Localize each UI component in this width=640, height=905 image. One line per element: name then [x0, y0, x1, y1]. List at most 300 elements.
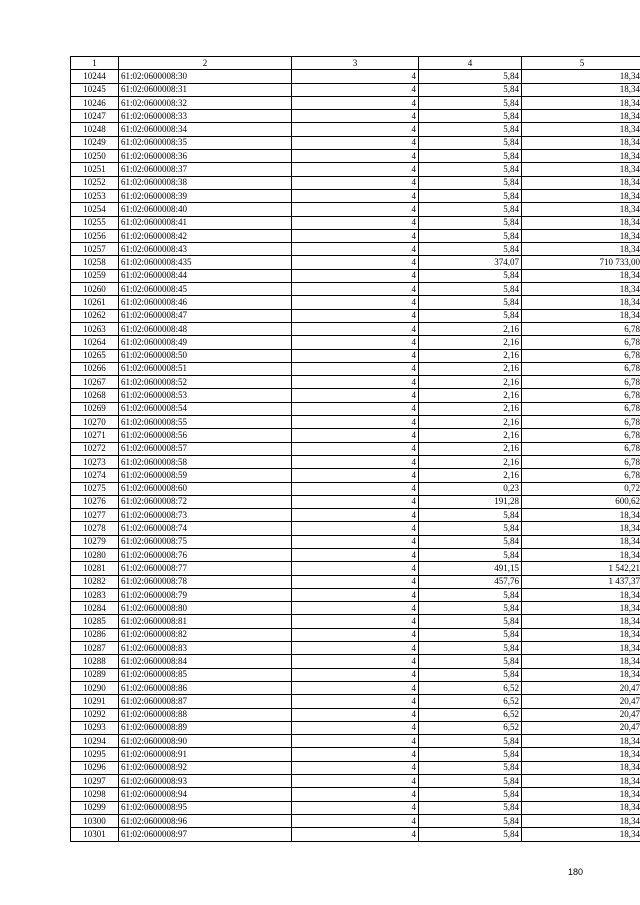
table-cell-col-4: 6,52 — [419, 681, 522, 694]
table-cell-col-2: 61:02:0600008:37 — [119, 163, 292, 176]
table-cell-col-2: 61:02:0600008:44 — [119, 269, 292, 282]
table-cell-col-5: 18,34 — [522, 748, 640, 761]
table-cell-col-2: 61:02:0600008:52 — [119, 376, 292, 389]
table-cell-col-4: 5,84 — [419, 229, 522, 242]
data-table — [70, 56, 640, 842]
table-cell-col-1: 10276 — [71, 495, 119, 508]
table-cell-col-3: 4 — [292, 509, 419, 522]
table-cell-col-4: 5,84 — [419, 216, 522, 229]
table-cell-col-4: 491,15 — [419, 562, 522, 575]
table-cell-col-2: 61:02:0600008:48 — [119, 322, 292, 335]
table-cell-col-5: 18,34 — [522, 828, 640, 841]
table-cell-col-4: 5,84 — [419, 296, 522, 309]
table-cell-col-1: 10249 — [71, 136, 119, 149]
table-row — [71, 775, 640, 788]
table-cell-col-4: 5,84 — [419, 775, 522, 788]
table-cell-col-1: 10261 — [71, 296, 119, 309]
table-row — [71, 761, 640, 774]
table-cell-col-1: 10259 — [71, 269, 119, 282]
table-cell-col-2: 61:02:0600008:54 — [119, 402, 292, 415]
table-cell-col-1: 10255 — [71, 216, 119, 229]
table-cell-col-5: 6,78 — [522, 469, 640, 482]
table-cell-col-5: 18,34 — [522, 296, 640, 309]
table-cell-col-2: 61:02:0600008:76 — [119, 548, 292, 561]
table-cell-col-5: 18,34 — [522, 775, 640, 788]
table-cell-col-1: 10265 — [71, 349, 119, 362]
table-cell-col-1: 10273 — [71, 455, 119, 468]
table-cell-col-2: 61:02:0600008:60 — [119, 482, 292, 495]
table-row — [71, 110, 640, 123]
table-cell-col-3: 4 — [292, 229, 419, 242]
table-cell-col-1: 10294 — [71, 735, 119, 748]
table-row — [71, 269, 640, 282]
table-row — [71, 256, 640, 269]
table-cell-col-3: 4 — [292, 256, 419, 269]
table-cell-col-4: 2,16 — [419, 322, 522, 335]
table-cell-col-2: 61:02:0600008:32 — [119, 96, 292, 109]
table-cell-col-2: 61:02:0600008:75 — [119, 535, 292, 548]
table-cell-col-1: 10278 — [71, 522, 119, 535]
table-cell-col-4: 5,84 — [419, 283, 522, 296]
table-cell-col-1: 10277 — [71, 509, 119, 522]
table-cell-col-3: 4 — [292, 588, 419, 601]
table-cell-col-3: 4 — [292, 615, 419, 628]
table-cell-col-3: 4 — [292, 429, 419, 442]
table-cell-col-4: 2,16 — [419, 429, 522, 442]
column-header-3: 3 — [292, 57, 419, 70]
table-cell-col-1: 10264 — [71, 336, 119, 349]
table-cell-col-5: 6,78 — [522, 416, 640, 429]
table-cell-col-5: 18,34 — [522, 801, 640, 814]
table-cell-col-1: 10283 — [71, 588, 119, 601]
table-cell-col-1: 10275 — [71, 482, 119, 495]
table-cell-col-3: 4 — [292, 349, 419, 362]
table-cell-col-1: 10295 — [71, 748, 119, 761]
table-cell-col-1: 10293 — [71, 721, 119, 734]
table-row — [71, 748, 640, 761]
table-cell-col-1: 10253 — [71, 189, 119, 202]
table-cell-col-1: 10248 — [71, 123, 119, 136]
table-cell-col-5: 18,34 — [522, 615, 640, 628]
table-cell-col-5: 600,62 — [522, 495, 640, 508]
table-cell-col-2: 61:02:0600008:74 — [119, 522, 292, 535]
table-cell-col-3: 4 — [292, 708, 419, 721]
table-cell-col-5: 20,47 — [522, 708, 640, 721]
table-cell-col-4: 2,16 — [419, 349, 522, 362]
table-row — [71, 442, 640, 455]
table-cell-col-4: 5,84 — [419, 761, 522, 774]
table-cell-col-5: 18,34 — [522, 642, 640, 655]
table-row — [71, 788, 640, 801]
table-cell-col-2: 61:02:0600008:43 — [119, 243, 292, 256]
table-cell-col-2: 61:02:0600008:81 — [119, 615, 292, 628]
table-cell-col-3: 4 — [292, 150, 419, 163]
table-cell-col-4: 5,84 — [419, 269, 522, 282]
table-cell-col-2: 61:02:0600008:59 — [119, 469, 292, 482]
table-cell-col-4: 5,84 — [419, 110, 522, 123]
table-cell-col-3: 4 — [292, 628, 419, 641]
table-cell-col-4: 5,84 — [419, 243, 522, 256]
table-cell-col-5: 18,34 — [522, 216, 640, 229]
table-cell-col-2: 61:02:0600008:78 — [119, 575, 292, 588]
table-cell-col-2: 61:02:0600008:35 — [119, 136, 292, 149]
table-cell-col-4: 6,52 — [419, 721, 522, 734]
table-row — [71, 602, 640, 615]
table-cell-col-4: 2,16 — [419, 416, 522, 429]
table-cell-col-2: 61:02:0600008:79 — [119, 588, 292, 601]
table-cell-col-1: 10262 — [71, 309, 119, 322]
table-cell-col-1: 10300 — [71, 814, 119, 827]
table-cell-col-1: 10257 — [71, 243, 119, 256]
table-row — [71, 243, 640, 256]
table-cell-col-2: 61:02:0600008:97 — [119, 828, 292, 841]
table-row — [71, 336, 640, 349]
table-cell-col-5: 18,34 — [522, 668, 640, 681]
table-cell-col-3: 4 — [292, 775, 419, 788]
table-cell-col-2: 61:02:0600008:86 — [119, 681, 292, 694]
table-cell-col-5: 18,34 — [522, 628, 640, 641]
table-cell-col-1: 10287 — [71, 642, 119, 655]
table-cell-col-1: 10285 — [71, 615, 119, 628]
table-cell-col-1: 10269 — [71, 402, 119, 415]
table-cell-col-5: 20,47 — [522, 681, 640, 694]
table-row — [71, 362, 640, 375]
table-cell-col-2: 61:02:0600008:45 — [119, 283, 292, 296]
table-row — [71, 495, 640, 508]
table-row — [71, 70, 640, 83]
table-cell-col-3: 4 — [292, 469, 419, 482]
table-row — [71, 96, 640, 109]
table-cell-col-1: 10289 — [71, 668, 119, 681]
table-row — [71, 721, 640, 734]
table-cell-col-1: 10296 — [71, 761, 119, 774]
table-cell-col-5: 18,34 — [522, 735, 640, 748]
table-cell-col-3: 4 — [292, 828, 419, 841]
table-cell-col-4: 5,84 — [419, 642, 522, 655]
table-cell-col-1: 10297 — [71, 775, 119, 788]
column-header-5: 5 — [522, 57, 640, 70]
table-cell-col-3: 4 — [292, 163, 419, 176]
table-cell-col-2: 61:02:0600008:96 — [119, 814, 292, 827]
table-cell-col-4: 2,16 — [419, 469, 522, 482]
table-row — [71, 588, 640, 601]
table-cell-col-1: 10252 — [71, 176, 119, 189]
table-row — [71, 828, 640, 841]
table-cell-col-1: 10260 — [71, 283, 119, 296]
table-row — [71, 163, 640, 176]
table-cell-col-2: 61:02:0600008:40 — [119, 203, 292, 216]
table-cell-col-1: 10256 — [71, 229, 119, 242]
table-cell-col-5: 6,78 — [522, 389, 640, 402]
table-row — [71, 735, 640, 748]
table-cell-col-1: 10301 — [71, 828, 119, 841]
table-cell-col-4: 5,84 — [419, 548, 522, 561]
table-cell-col-3: 4 — [292, 110, 419, 123]
table-cell-col-3: 4 — [292, 668, 419, 681]
table-cell-col-1: 10290 — [71, 681, 119, 694]
column-header-1: 1 — [71, 57, 119, 70]
table-row — [71, 575, 640, 588]
table-row — [71, 429, 640, 442]
table-cell-col-2: 61:02:0600008:42 — [119, 229, 292, 242]
table-cell-col-4: 2,16 — [419, 376, 522, 389]
table-cell-col-1: 10272 — [71, 442, 119, 455]
table-cell-col-2: 61:02:0600008:46 — [119, 296, 292, 309]
table-cell-col-3: 4 — [292, 455, 419, 468]
table-cell-col-2: 61:02:0600008:435 — [119, 256, 292, 269]
table-cell-col-2: 61:02:0600008:57 — [119, 442, 292, 455]
table-cell-col-4: 5,84 — [419, 203, 522, 216]
table-row — [71, 509, 640, 522]
table-row — [71, 402, 640, 415]
table-cell-col-5: 1 437,37 — [522, 575, 640, 588]
table-cell-col-3: 4 — [292, 389, 419, 402]
table-cell-col-3: 4 — [292, 442, 419, 455]
table-cell-col-1: 10246 — [71, 96, 119, 109]
table-cell-col-3: 4 — [292, 376, 419, 389]
table-cell-col-2: 61:02:0600008:55 — [119, 416, 292, 429]
table-cell-col-3: 4 — [292, 283, 419, 296]
table-cell-col-3: 4 — [292, 642, 419, 655]
table-cell-col-4: 5,84 — [419, 309, 522, 322]
table-cell-col-4: 5,84 — [419, 83, 522, 96]
table-row — [71, 83, 640, 96]
table-cell-col-2: 61:02:0600008:34 — [119, 123, 292, 136]
table-cell-col-4: 457,76 — [419, 575, 522, 588]
table-cell-col-2: 61:02:0600008:93 — [119, 775, 292, 788]
table-cell-col-2: 61:02:0600008:82 — [119, 628, 292, 641]
table-cell-col-5: 20,47 — [522, 721, 640, 734]
table-cell-col-3: 4 — [292, 788, 419, 801]
table-cell-col-5: 6,78 — [522, 349, 640, 362]
table-cell-col-4: 5,84 — [419, 814, 522, 827]
table-cell-col-5: 6,78 — [522, 442, 640, 455]
table-cell-col-2: 61:02:0600008:73 — [119, 509, 292, 522]
table-cell-col-5: 20,47 — [522, 695, 640, 708]
table-cell-col-2: 61:02:0600008:92 — [119, 761, 292, 774]
table-cell-col-1: 10258 — [71, 256, 119, 269]
table-cell-col-4: 5,84 — [419, 123, 522, 136]
table-cell-col-1: 10268 — [71, 389, 119, 402]
table-cell-col-5: 18,34 — [522, 150, 640, 163]
table-cell-col-2: 61:02:0600008:90 — [119, 735, 292, 748]
table-row — [71, 309, 640, 322]
table-cell-col-2: 61:02:0600008:85 — [119, 668, 292, 681]
table-cell-col-5: 18,34 — [522, 163, 640, 176]
table-cell-col-2: 61:02:0600008:84 — [119, 655, 292, 668]
table-cell-col-4: 0,23 — [419, 482, 522, 495]
table-cell-col-1: 10271 — [71, 429, 119, 442]
table-cell-col-4: 2,16 — [419, 336, 522, 349]
table-row — [71, 469, 640, 482]
table-cell-col-5: 18,34 — [522, 136, 640, 149]
table-cell-col-3: 4 — [292, 522, 419, 535]
header-row — [71, 57, 640, 70]
table-cell-col-5: 18,34 — [522, 96, 640, 109]
table-cell-col-4: 5,84 — [419, 150, 522, 163]
table-cell-col-1: 10251 — [71, 163, 119, 176]
table-cell-col-5: 18,34 — [522, 203, 640, 216]
table-cell-col-1: 10291 — [71, 695, 119, 708]
table-cell-col-2: 61:02:0600008:77 — [119, 562, 292, 575]
table-row — [71, 349, 640, 362]
table-cell-col-1: 10299 — [71, 801, 119, 814]
table-cell-col-1: 10284 — [71, 602, 119, 615]
page-number: 180 — [567, 867, 583, 877]
table-cell-col-3: 4 — [292, 296, 419, 309]
table-cell-col-4: 2,16 — [419, 389, 522, 402]
table-row — [71, 681, 640, 694]
table-cell-col-3: 4 — [292, 721, 419, 734]
table-row — [71, 176, 640, 189]
table-cell-col-4: 374,07 — [419, 256, 522, 269]
table-cell-col-4: 6,52 — [419, 695, 522, 708]
table-cell-col-5: 6,78 — [522, 455, 640, 468]
table-cell-col-4: 5,84 — [419, 615, 522, 628]
table-row — [71, 389, 640, 402]
table-cell-col-5: 6,78 — [522, 429, 640, 442]
table-cell-col-5: 18,34 — [522, 283, 640, 296]
table-cell-col-3: 4 — [292, 482, 419, 495]
table-cell-col-2: 61:02:0600008:88 — [119, 708, 292, 721]
table-cell-col-1: 10286 — [71, 628, 119, 641]
table-row — [71, 628, 640, 641]
table-row — [71, 203, 640, 216]
table-cell-col-3: 4 — [292, 309, 419, 322]
table-cell-col-3: 4 — [292, 322, 419, 335]
table-row — [71, 123, 640, 136]
table-cell-col-3: 4 — [292, 602, 419, 615]
table-cell-col-2: 61:02:0600008:58 — [119, 455, 292, 468]
table-cell-col-5: 6,78 — [522, 402, 640, 415]
table-row — [71, 522, 640, 535]
table-cell-col-4: 5,84 — [419, 828, 522, 841]
table-cell-col-4: 5,84 — [419, 628, 522, 641]
table-cell-col-1: 10254 — [71, 203, 119, 216]
table-cell-col-5: 18,34 — [522, 229, 640, 242]
table-cell-col-5: 18,34 — [522, 189, 640, 202]
table-cell-col-2: 61:02:0600008:47 — [119, 309, 292, 322]
table-cell-col-4: 5,84 — [419, 189, 522, 202]
table-cell-col-2: 61:02:0600008:87 — [119, 695, 292, 708]
table-cell-col-3: 4 — [292, 748, 419, 761]
table-row — [71, 668, 640, 681]
table-cell-col-1: 10281 — [71, 562, 119, 575]
table-row — [71, 150, 640, 163]
table-cell-col-5: 18,34 — [522, 602, 640, 615]
table-cell-col-4: 5,84 — [419, 801, 522, 814]
table-cell-col-2: 61:02:0600008:51 — [119, 362, 292, 375]
table-cell-col-5: 18,34 — [522, 309, 640, 322]
table-cell-col-4: 5,84 — [419, 588, 522, 601]
table-cell-col-1: 10274 — [71, 469, 119, 482]
table-cell-col-5: 6,78 — [522, 336, 640, 349]
table-row — [71, 216, 640, 229]
table-cell-col-4: 2,16 — [419, 455, 522, 468]
table-cell-col-1: 10245 — [71, 83, 119, 96]
table-cell-col-4: 5,84 — [419, 163, 522, 176]
table-row — [71, 801, 640, 814]
table-cell-col-2: 61:02:0600008:53 — [119, 389, 292, 402]
table-cell-col-5: 18,34 — [522, 243, 640, 256]
table-cell-col-3: 4 — [292, 801, 419, 814]
table-cell-col-2: 61:02:0600008:50 — [119, 349, 292, 362]
table-cell-col-3: 4 — [292, 96, 419, 109]
table-cell-col-2: 61:02:0600008:38 — [119, 176, 292, 189]
table-cell-col-1: 10263 — [71, 322, 119, 335]
table-cell-col-4: 5,84 — [419, 535, 522, 548]
table-cell-col-5: 18,34 — [522, 548, 640, 561]
table-row — [71, 416, 640, 429]
table-cell-col-4: 5,84 — [419, 509, 522, 522]
table-cell-col-3: 4 — [292, 655, 419, 668]
table-row — [71, 708, 640, 721]
table-row — [71, 562, 640, 575]
table-cell-col-3: 4 — [292, 203, 419, 216]
table-cell-col-1: 10266 — [71, 362, 119, 375]
table-cell-col-5: 18,34 — [522, 655, 640, 668]
table-cell-col-3: 4 — [292, 575, 419, 588]
table-cell-col-2: 61:02:0600008:31 — [119, 83, 292, 96]
table-cell-col-2: 61:02:0600008:80 — [119, 602, 292, 615]
table-row — [71, 535, 640, 548]
table-cell-col-5: 1 542,21 — [522, 562, 640, 575]
table-cell-col-3: 4 — [292, 336, 419, 349]
table-cell-col-4: 2,16 — [419, 442, 522, 455]
table-cell-col-3: 4 — [292, 189, 419, 202]
table-cell-col-3: 4 — [292, 761, 419, 774]
table-row — [71, 376, 640, 389]
table-row — [71, 655, 640, 668]
table-cell-col-4: 5,84 — [419, 735, 522, 748]
table-cell-col-3: 4 — [292, 402, 419, 415]
table-cell-col-2: 61:02:0600008:89 — [119, 721, 292, 734]
table-cell-col-5: 710 733,00 — [522, 256, 640, 269]
table-cell-col-5: 18,34 — [522, 535, 640, 548]
table-cell-col-5: 18,34 — [522, 269, 640, 282]
table-cell-col-1: 10280 — [71, 548, 119, 561]
table-cell-col-3: 4 — [292, 416, 419, 429]
table-cell-col-3: 4 — [292, 535, 419, 548]
table-cell-col-3: 4 — [292, 123, 419, 136]
table-cell-col-3: 4 — [292, 735, 419, 748]
table-cell-col-5: 18,34 — [522, 70, 640, 83]
table-cell-col-4: 5,84 — [419, 748, 522, 761]
table-cell-col-5: 18,34 — [522, 522, 640, 535]
table-row — [71, 322, 640, 335]
table-cell-col-4: 5,84 — [419, 136, 522, 149]
table-row — [71, 229, 640, 242]
table-row — [71, 296, 640, 309]
table-cell-col-2: 61:02:0600008:95 — [119, 801, 292, 814]
table-cell-col-2: 61:02:0600008:30 — [119, 70, 292, 83]
table-row — [71, 283, 640, 296]
table-cell-col-4: 5,84 — [419, 70, 522, 83]
table-cell-col-4: 5,84 — [419, 668, 522, 681]
table-cell-col-1: 10282 — [71, 575, 119, 588]
table-cell-col-1: 10270 — [71, 416, 119, 429]
table-row — [71, 548, 640, 561]
table-row — [71, 455, 640, 468]
table-cell-col-3: 4 — [292, 814, 419, 827]
table-cell-col-1: 10279 — [71, 535, 119, 548]
table-cell-col-4: 5,84 — [419, 602, 522, 615]
table-cell-col-2: 61:02:0600008:39 — [119, 189, 292, 202]
table-row — [71, 695, 640, 708]
table-row — [71, 189, 640, 202]
table-cell-col-4: 2,16 — [419, 362, 522, 375]
table-row — [71, 615, 640, 628]
